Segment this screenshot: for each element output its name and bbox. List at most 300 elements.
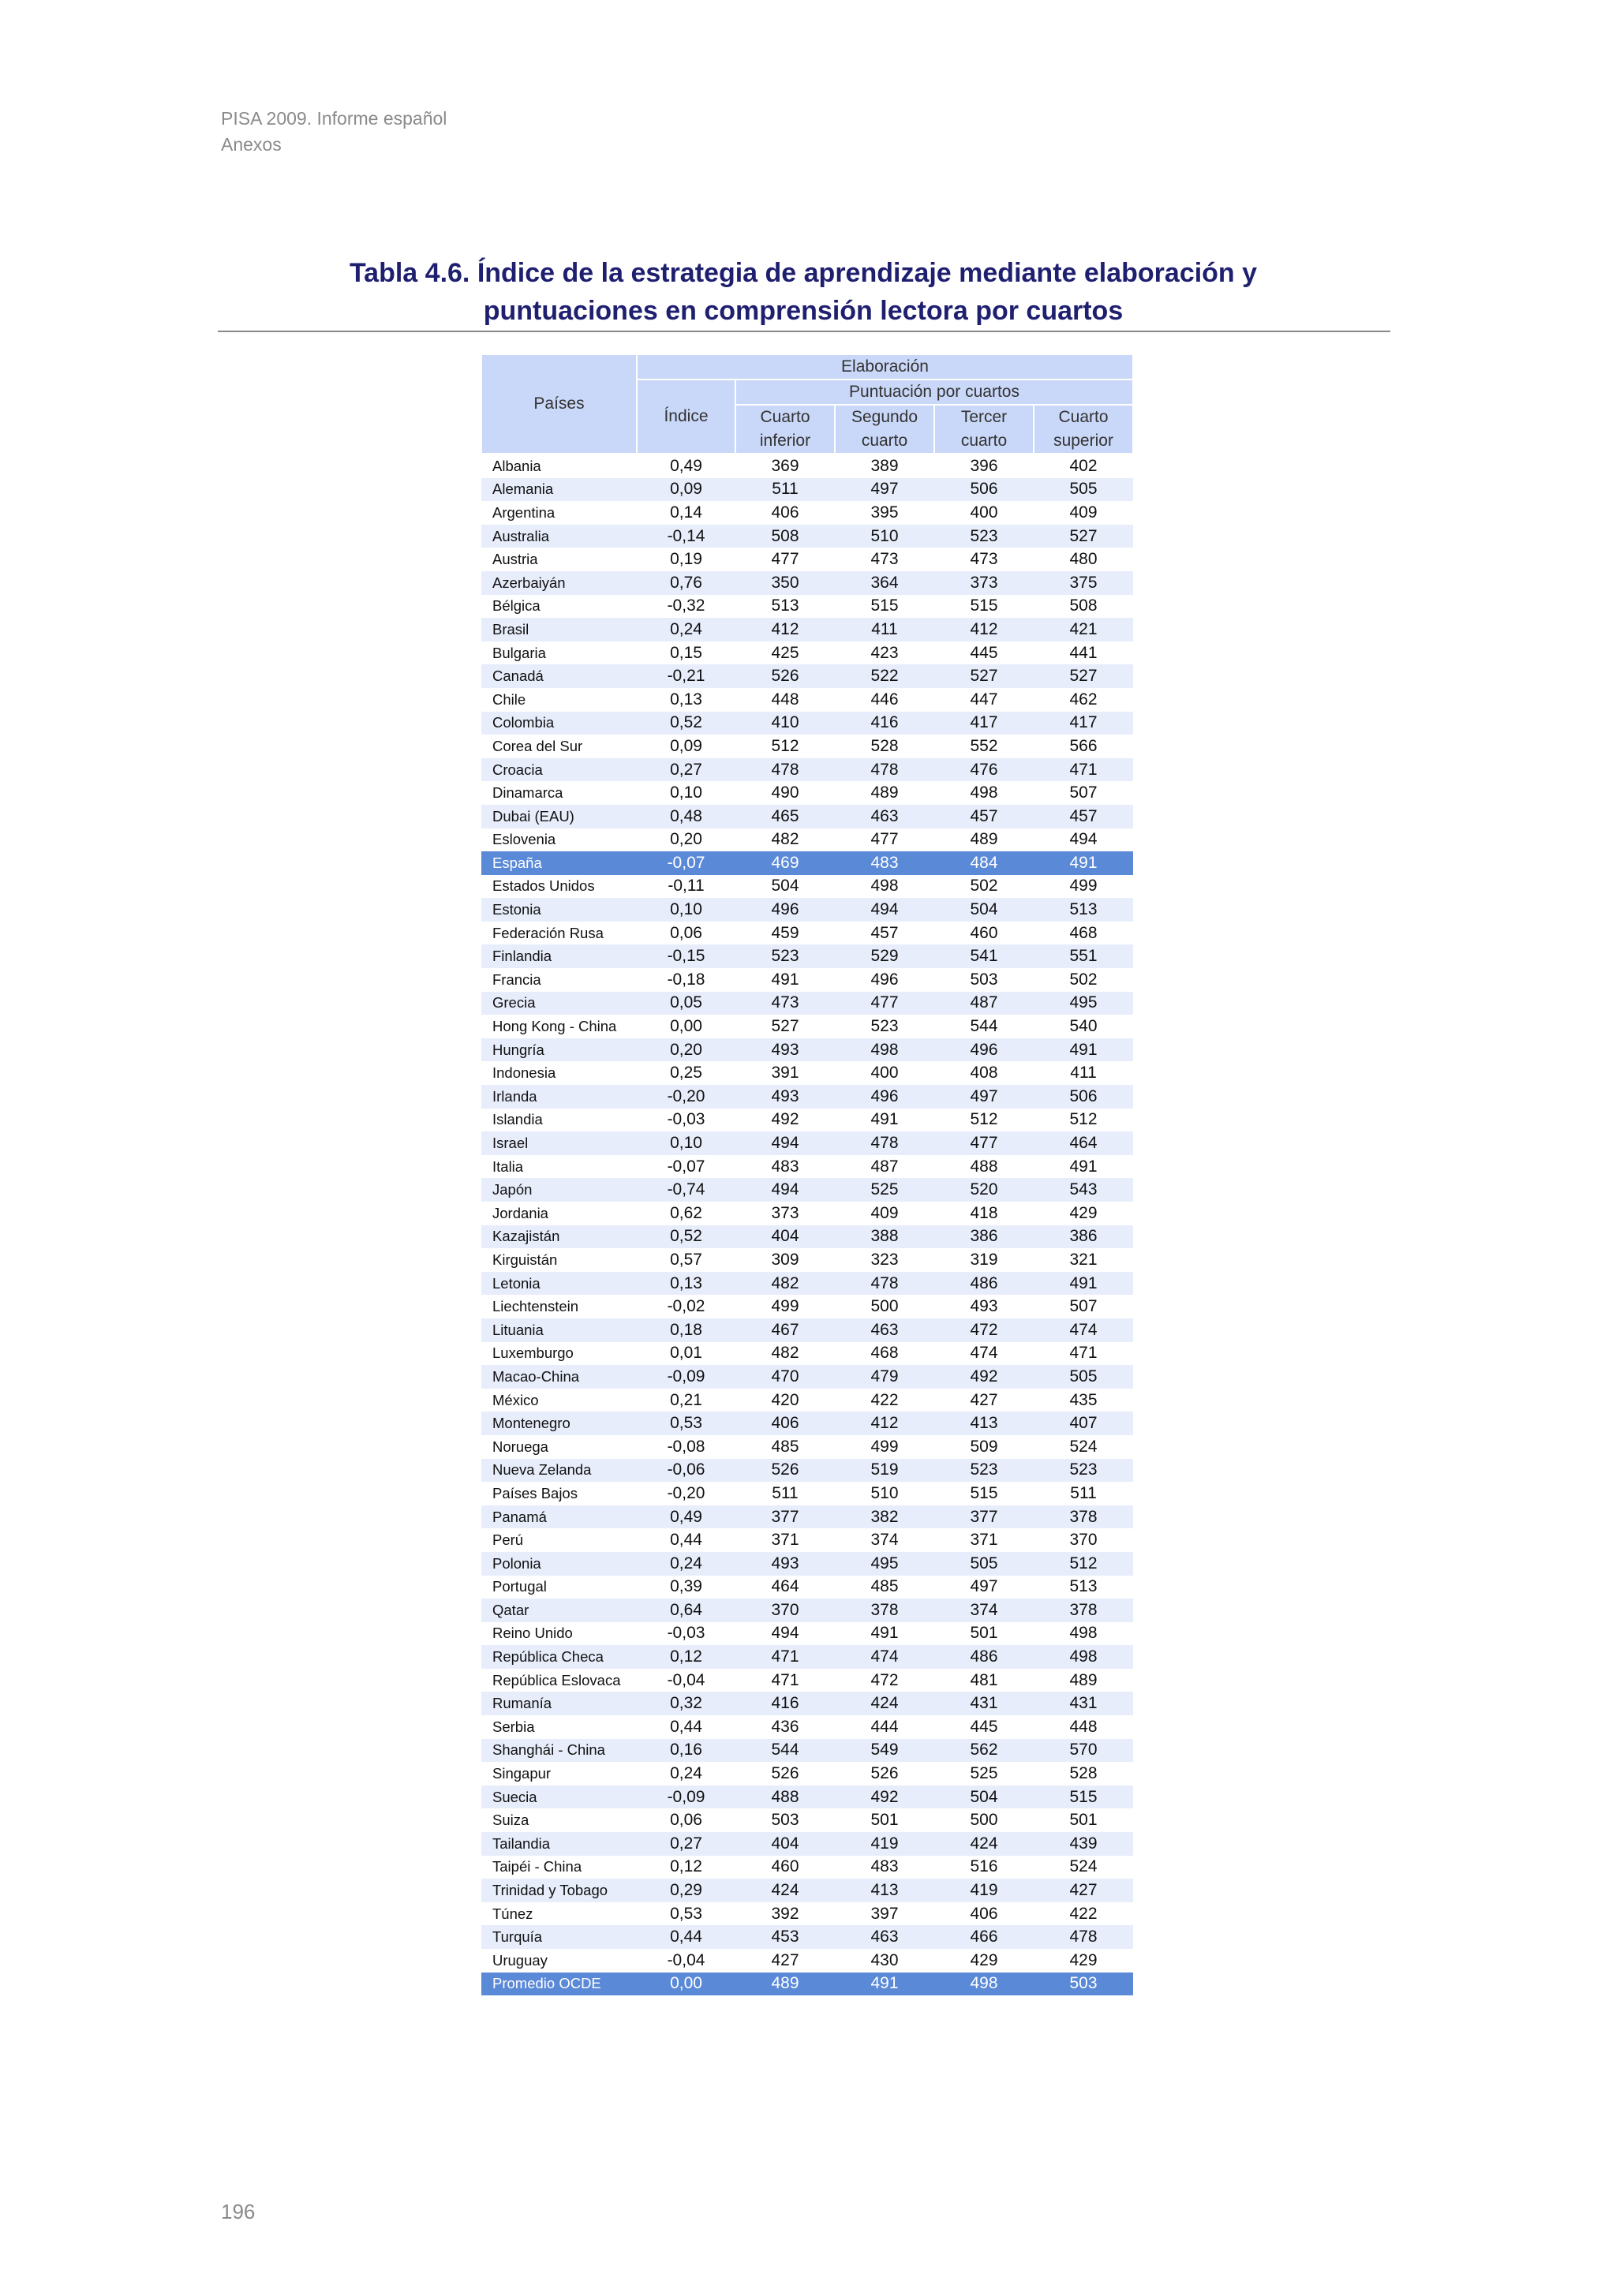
- country-cell: Grecia: [481, 992, 637, 1015]
- index-cell: -0,20: [667, 1483, 705, 1502]
- third-quarter-cell: 503: [970, 970, 998, 989]
- country-cell: Portugal: [492, 1578, 547, 1595]
- second-quarter-cell: 457: [870, 923, 899, 942]
- upper-quarter-cell: 498: [1034, 1645, 1133, 1669]
- country-cell: Macao-China: [481, 1365, 637, 1389]
- country-cell: Irlanda: [481, 1085, 637, 1109]
- index-cell: 0,00: [637, 1973, 735, 1996]
- country-cell: Lituania: [481, 1318, 637, 1342]
- country-cell: Corea del Sur: [492, 737, 583, 754]
- second-quarter-cell: 364: [835, 571, 934, 595]
- country-cell: Promedio OCDE: [481, 1973, 637, 1996]
- table-row: [481, 1599, 1133, 1622]
- third-quarter-cell: 498: [970, 783, 998, 802]
- lower-quarter-cell: 493: [735, 1038, 835, 1062]
- third-quarter-cell: 496: [934, 1038, 1034, 1062]
- lower-quarter-cell: 404: [735, 1225, 835, 1249]
- table-row: [481, 1435, 1133, 1459]
- third-quarter-cell: 506: [934, 478, 1034, 502]
- lower-quarter-cell: 523: [735, 944, 835, 968]
- title-divider: [218, 331, 1390, 332]
- second-quarter-cell: 323: [870, 1250, 899, 1269]
- index-cell: -0,74: [637, 1178, 735, 1202]
- index-cell: -0,03: [667, 1110, 705, 1129]
- third-quarter-cell: 445: [970, 643, 998, 662]
- country-cell: Países Bajos: [492, 1484, 578, 1501]
- country-cell: Suecia: [481, 1786, 637, 1809]
- index-cell: -0,32: [667, 596, 705, 615]
- index-cell: 0,05: [637, 992, 735, 1015]
- lower-quarter-cell: 373: [771, 1203, 799, 1222]
- upper-quarter-cell: 457: [1034, 805, 1133, 828]
- lower-quarter-cell: 420: [771, 1390, 799, 1409]
- upper-quarter-cell: 507: [1069, 783, 1098, 802]
- second-quarter-cell: 444: [870, 1717, 899, 1736]
- upper-quarter-cell: 448: [1069, 1717, 1098, 1736]
- index-cell: 0,44: [637, 1925, 735, 1949]
- index-cell: -0,09: [637, 1365, 735, 1389]
- third-quarter-cell: 509: [970, 1437, 998, 1456]
- index-cell: -0,02: [667, 1297, 705, 1316]
- second-quarter-cell: 463: [835, 805, 934, 828]
- index-cell: 0,06: [670, 923, 702, 942]
- index-cell: 0,20: [670, 830, 702, 849]
- country-cell: Polonia: [481, 1552, 637, 1576]
- table-row: [481, 454, 1133, 478]
- index-cell: 0,14: [670, 503, 702, 522]
- second-quarter-cell: 494: [835, 898, 934, 922]
- table-row: [481, 992, 1133, 1015]
- upper-quarter-cell: 512: [1069, 1110, 1098, 1129]
- third-quarter-cell: 412: [934, 618, 1034, 641]
- country-cell: Indonesia: [492, 1064, 556, 1082]
- third-quarter-cell: 515: [970, 596, 998, 615]
- upper-quarter-cell: 427: [1034, 1879, 1133, 1902]
- table-row: [481, 875, 1133, 899]
- third-quarter-cell: 520: [934, 1178, 1034, 1202]
- second-quarter-cell: 477: [870, 830, 899, 849]
- country-cell: México: [492, 1391, 539, 1408]
- upper-quarter-cell: 375: [1034, 571, 1133, 595]
- third-quarter-cell: 486: [934, 1645, 1034, 1669]
- country-cell: Francia: [492, 970, 541, 988]
- second-quarter-cell: 463: [835, 1318, 934, 1342]
- third-quarter-cell: 525: [970, 1764, 998, 1783]
- lower-quarter-cell: 512: [771, 736, 799, 755]
- index-cell: 0,20: [637, 1038, 735, 1062]
- second-quarter-cell: 411: [835, 618, 934, 641]
- second-quarter-cell: 515: [870, 596, 899, 615]
- lower-quarter-cell: 350: [735, 571, 835, 595]
- index-cell: 0,12: [670, 1857, 702, 1876]
- third-quarter-cell: 505: [934, 1552, 1034, 1576]
- third-quarter-cell: 515: [970, 1483, 998, 1502]
- index-cell: 0,44: [670, 1717, 702, 1736]
- lower-quarter-cell: 404: [735, 1832, 835, 1856]
- upper-quarter-cell: 441: [1069, 643, 1098, 662]
- table-row: [481, 1131, 1133, 1155]
- lower-quarter-cell: 391: [771, 1064, 799, 1083]
- second-quarter-cell: 483: [835, 851, 934, 875]
- header-elaboration: Elaboración: [637, 354, 1133, 380]
- index-cell: -0,06: [637, 1459, 735, 1483]
- index-cell: 0,24: [637, 618, 735, 641]
- lower-quarter-cell: 526: [735, 1459, 835, 1483]
- index-cell: -0,20: [637, 1085, 735, 1109]
- third-quarter-cell: 419: [934, 1879, 1034, 1902]
- country-cell: Croacia: [481, 758, 637, 782]
- third-quarter-cell: 476: [934, 758, 1034, 782]
- lower-quarter-cell: 508: [735, 525, 835, 548]
- second-quarter-cell: 549: [835, 1739, 934, 1763]
- third-quarter-cell: 418: [970, 1203, 998, 1222]
- lower-quarter-cell: 464: [771, 1577, 799, 1596]
- lower-quarter-cell: 503: [771, 1811, 799, 1830]
- country-cell: Turquía: [481, 1925, 637, 1949]
- lower-quarter-cell: 377: [735, 1505, 835, 1529]
- second-quarter-cell: 523: [870, 1017, 899, 1036]
- index-cell: 0,09: [670, 736, 702, 755]
- lower-quarter-cell: 471: [735, 1645, 835, 1669]
- upper-quarter-cell: 540: [1069, 1017, 1098, 1036]
- second-quarter-cell: 528: [870, 736, 899, 755]
- lower-quarter-cell: 425: [771, 643, 799, 662]
- lower-quarter-cell: 494: [735, 1131, 835, 1155]
- table-row: [481, 1178, 1133, 1202]
- country-cell: Chile: [492, 690, 526, 708]
- second-quarter-cell: 374: [870, 1531, 899, 1550]
- upper-quarter-cell: 515: [1034, 1786, 1133, 1809]
- lower-quarter-cell: 496: [735, 898, 835, 922]
- lower-quarter-cell: 493: [735, 1085, 835, 1109]
- table-row: [481, 1109, 1133, 1132]
- third-quarter-cell: 474: [970, 1344, 998, 1363]
- header-lower-quarter: Cuarto inferior: [735, 405, 835, 454]
- lower-quarter-cell: 491: [771, 970, 799, 989]
- upper-quarter-cell: 512: [1034, 1552, 1133, 1576]
- lower-quarter-cell: 526: [735, 664, 835, 688]
- third-quarter-cell: 477: [934, 1131, 1034, 1155]
- country-cell: Shanghái - China: [481, 1739, 637, 1763]
- index-cell: 0,13: [670, 690, 702, 709]
- index-cell: 0,53: [637, 1412, 735, 1435]
- country-cell: Letonia: [481, 1272, 637, 1296]
- lower-quarter-cell: 412: [735, 618, 835, 641]
- upper-quarter-cell: 422: [1069, 1904, 1098, 1923]
- index-cell: 0,10: [670, 783, 702, 802]
- second-quarter-cell: 463: [835, 1925, 934, 1949]
- second-quarter-cell: 479: [835, 1365, 934, 1389]
- third-quarter-cell: 445: [970, 1717, 998, 1736]
- lower-quarter-cell: 477: [771, 550, 799, 569]
- upper-quarter-cell: 464: [1034, 1131, 1133, 1155]
- lower-quarter-cell: 544: [735, 1739, 835, 1763]
- lower-quarter-cell: 492: [771, 1110, 799, 1129]
- table-row: [481, 571, 1133, 595]
- upper-quarter-cell: 471: [1069, 1344, 1098, 1363]
- table-row: [481, 1973, 1133, 1996]
- upper-quarter-cell: 474: [1034, 1318, 1133, 1342]
- upper-quarter-cell: 528: [1069, 1764, 1098, 1783]
- country-cell: Brasil: [481, 618, 637, 641]
- second-quarter-cell: 419: [835, 1832, 934, 1856]
- second-quarter-cell: 510: [870, 1483, 899, 1502]
- second-quarter-cell: 423: [870, 643, 899, 662]
- third-quarter-cell: 429: [970, 1950, 998, 1969]
- table-row: [481, 1248, 1133, 1272]
- upper-quarter-cell: 409: [1069, 503, 1098, 522]
- third-quarter-cell: 498: [934, 1973, 1034, 1996]
- upper-quarter-cell: 462: [1069, 690, 1098, 709]
- table-row: [481, 664, 1133, 688]
- upper-quarter-cell: 407: [1034, 1412, 1133, 1435]
- second-quarter-cell: 498: [870, 877, 899, 896]
- second-quarter-cell: 492: [835, 1786, 934, 1809]
- table-row: [481, 922, 1133, 945]
- table-row: [481, 1762, 1133, 1786]
- upper-quarter-cell: 429: [1069, 1203, 1098, 1222]
- third-quarter-cell: 504: [934, 898, 1034, 922]
- upper-quarter-cell: 527: [1034, 664, 1133, 688]
- lower-quarter-cell: 494: [735, 1178, 835, 1202]
- index-cell: 0,16: [637, 1739, 735, 1763]
- lower-quarter-cell: 494: [771, 1624, 799, 1643]
- index-cell: 0,48: [637, 805, 735, 828]
- lower-quarter-cell: 471: [771, 1670, 799, 1689]
- third-quarter-cell: 373: [934, 571, 1034, 595]
- lower-quarter-cell: 369: [771, 456, 799, 475]
- third-quarter-cell: 377: [934, 1505, 1034, 1529]
- third-quarter-cell: 424: [934, 1832, 1034, 1856]
- index-cell: 0,39: [670, 1577, 702, 1596]
- index-cell: -0,07: [667, 1157, 705, 1176]
- upper-quarter-cell: 370: [1069, 1531, 1098, 1550]
- second-quarter-cell: 424: [835, 1692, 934, 1715]
- country-cell: Serbia: [492, 1718, 535, 1735]
- lower-quarter-cell: 460: [771, 1857, 799, 1876]
- second-quarter-cell: 382: [835, 1505, 934, 1529]
- lower-quarter-cell: 427: [771, 1950, 799, 1969]
- index-cell: 0,64: [637, 1599, 735, 1622]
- index-cell: 0,21: [670, 1390, 702, 1409]
- index-cell: 0,24: [670, 1764, 702, 1783]
- upper-quarter-cell: 508: [1069, 596, 1098, 615]
- country-cell: Albania: [492, 457, 541, 474]
- third-quarter-cell: 552: [970, 736, 998, 755]
- index-cell: 0,10: [637, 1131, 735, 1155]
- upper-quarter-cell: 570: [1034, 1739, 1133, 1763]
- second-quarter-cell: 498: [835, 1038, 934, 1062]
- lower-quarter-cell: 488: [735, 1786, 835, 1809]
- table-row: [481, 525, 1133, 548]
- third-quarter-cell: 523: [934, 1459, 1034, 1483]
- country-cell: Canadá: [481, 664, 637, 688]
- index-cell: -0,09: [637, 1786, 735, 1809]
- running-header: [221, 106, 447, 158]
- header-upper-quarter: Cuarto superior: [1034, 405, 1133, 454]
- third-quarter-cell: 489: [970, 830, 998, 849]
- second-quarter-cell: 499: [870, 1437, 899, 1456]
- third-quarter-cell: 527: [934, 664, 1034, 688]
- upper-quarter-cell: 491: [1034, 1038, 1133, 1062]
- upper-quarter-cell: 523: [1034, 1459, 1133, 1483]
- lower-quarter-cell: 482: [771, 1344, 799, 1363]
- table-row: [481, 595, 1133, 619]
- table-row: [481, 1576, 1133, 1599]
- third-quarter-cell: 386: [934, 1225, 1034, 1249]
- country-cell: Noruega: [492, 1438, 548, 1455]
- table-row: [481, 1318, 1133, 1342]
- upper-quarter-cell: 439: [1034, 1832, 1133, 1856]
- country-cell: Trinidad y Tobago: [481, 1879, 637, 1902]
- upper-quarter-cell: 511: [1070, 1483, 1097, 1502]
- upper-quarter-cell: 435: [1069, 1390, 1098, 1409]
- table-row: [481, 1552, 1133, 1576]
- second-quarter-cell: 522: [835, 664, 934, 688]
- table-row: [481, 1505, 1133, 1529]
- third-quarter-cell: 502: [970, 877, 998, 896]
- second-quarter-cell: 497: [835, 478, 934, 502]
- third-quarter-cell: 447: [970, 690, 998, 709]
- country-cell: Azerbaiyán: [481, 571, 637, 595]
- upper-quarter-cell: 503: [1034, 1973, 1133, 1996]
- country-cell: República Checa: [481, 1645, 637, 1669]
- header-third-quarter: Tercer cuarto: [934, 405, 1034, 454]
- index-cell: 0,62: [670, 1203, 702, 1222]
- third-quarter-cell: 504: [934, 1786, 1034, 1809]
- index-cell: -0,04: [667, 1670, 705, 1689]
- upper-quarter-cell: 386: [1034, 1225, 1133, 1249]
- upper-quarter-cell: 402: [1069, 456, 1098, 475]
- index-cell: 0,44: [670, 1531, 702, 1550]
- upper-quarter-cell: 491: [1034, 1272, 1133, 1296]
- index-cell: 0,13: [637, 1272, 735, 1296]
- third-quarter-cell: 427: [970, 1390, 998, 1409]
- second-quarter-cell: 416: [835, 712, 934, 735]
- country-cell: España: [481, 851, 637, 875]
- second-quarter-cell: 526: [870, 1764, 899, 1783]
- upper-quarter-cell: 524: [1069, 1437, 1098, 1456]
- lower-quarter-cell: 453: [735, 1925, 835, 1949]
- second-quarter-cell: 485: [870, 1577, 899, 1596]
- index-cell: -0,04: [667, 1950, 705, 1969]
- second-quarter-cell: 478: [835, 1272, 934, 1296]
- index-cell: -0,03: [667, 1624, 705, 1643]
- third-quarter-cell: 512: [970, 1110, 998, 1129]
- third-quarter-cell: 541: [934, 944, 1034, 968]
- country-cell: Austria: [492, 551, 538, 568]
- index-cell: 0,01: [670, 1344, 702, 1363]
- table-body: [481, 454, 1133, 1995]
- country-cell: Taipéi - China: [492, 1858, 582, 1875]
- upper-quarter-cell: 499: [1069, 877, 1098, 896]
- table-row: [481, 1622, 1133, 1646]
- upper-quarter-cell: 527: [1034, 525, 1133, 548]
- table-row: [481, 944, 1133, 968]
- second-quarter-cell: 397: [870, 1904, 899, 1923]
- second-quarter-cell: 483: [870, 1857, 899, 1876]
- country-cell: Dubai (EAU): [481, 805, 637, 828]
- table-row: [481, 1949, 1133, 1973]
- index-cell: -0,07: [637, 851, 735, 875]
- upper-quarter-cell: 478: [1034, 1925, 1133, 1949]
- upper-quarter-cell: 491: [1034, 851, 1133, 875]
- table-row: [481, 1365, 1133, 1389]
- table-row: [481, 1295, 1133, 1318]
- lower-quarter-cell: 511: [772, 1483, 799, 1502]
- upper-quarter-cell: 491: [1069, 1157, 1098, 1176]
- second-quarter-cell: 478: [835, 758, 934, 782]
- lower-quarter-cell: 436: [771, 1717, 799, 1736]
- table-row: [481, 1155, 1133, 1179]
- upper-quarter-cell: 431: [1034, 1692, 1133, 1715]
- table-row: [481, 641, 1133, 665]
- country-cell: Liechtenstein: [492, 1298, 579, 1315]
- index-cell: 0,49: [637, 1505, 735, 1529]
- table-row: [481, 1528, 1133, 1552]
- upper-quarter-cell: 506: [1034, 1085, 1133, 1109]
- table-row: [481, 1692, 1133, 1715]
- second-quarter-cell: 413: [835, 1879, 934, 1902]
- country-cell: Uruguay: [492, 1951, 548, 1969]
- table-row: [481, 1038, 1133, 1062]
- third-quarter-cell: 472: [934, 1318, 1034, 1342]
- lower-quarter-cell: 467: [735, 1318, 835, 1342]
- second-quarter-cell: 430: [870, 1950, 899, 1969]
- upper-quarter-cell: 421: [1034, 618, 1133, 641]
- table-row: [481, 968, 1133, 992]
- header-index: Índice: [637, 380, 735, 454]
- upper-quarter-cell: 429: [1069, 1950, 1098, 1969]
- country-cell: República Eslovaca: [492, 1671, 621, 1688]
- upper-quarter-cell: 502: [1069, 970, 1098, 989]
- index-cell: -0,11: [668, 877, 705, 896]
- lower-quarter-cell: 513: [771, 596, 799, 615]
- table-row: [481, 1925, 1133, 1949]
- table-row: [481, 781, 1133, 805]
- third-quarter-cell: 400: [970, 503, 998, 522]
- second-quarter-cell: 491: [870, 1110, 899, 1129]
- country-cell: Bélgica: [492, 597, 541, 615]
- table-row: [481, 1272, 1133, 1296]
- index-cell: 0,10: [637, 898, 735, 922]
- second-quarter-cell: 495: [835, 1552, 934, 1576]
- country-cell: Qatar: [481, 1599, 637, 1622]
- country-cell: Israel: [481, 1131, 637, 1155]
- third-quarter-cell: 493: [970, 1297, 998, 1316]
- lower-quarter-cell: 526: [771, 1764, 799, 1783]
- upper-quarter-cell: 489: [1069, 1670, 1098, 1689]
- country-cell: Finlandia: [481, 944, 637, 968]
- index-cell: -0,18: [667, 970, 705, 989]
- lower-quarter-cell: 416: [735, 1692, 835, 1715]
- index-cell: 0,19: [670, 550, 702, 569]
- country-cell: Australia: [481, 525, 637, 548]
- upper-quarter-cell: 513: [1069, 1577, 1098, 1596]
- table-row: [481, 688, 1133, 712]
- index-cell: 0,32: [637, 1692, 735, 1715]
- index-cell: 0,06: [670, 1811, 702, 1830]
- table-row: [481, 1015, 1133, 1038]
- upper-quarter-cell: 505: [1034, 1365, 1133, 1389]
- table-row: [481, 898, 1133, 922]
- second-quarter-cell: 473: [870, 550, 899, 569]
- table-title: [218, 254, 1389, 330]
- table-row: [481, 1832, 1133, 1856]
- lower-quarter-cell: 493: [735, 1552, 835, 1576]
- country-cell: Túnez: [492, 1905, 533, 1922]
- third-quarter-cell: 408: [970, 1064, 998, 1083]
